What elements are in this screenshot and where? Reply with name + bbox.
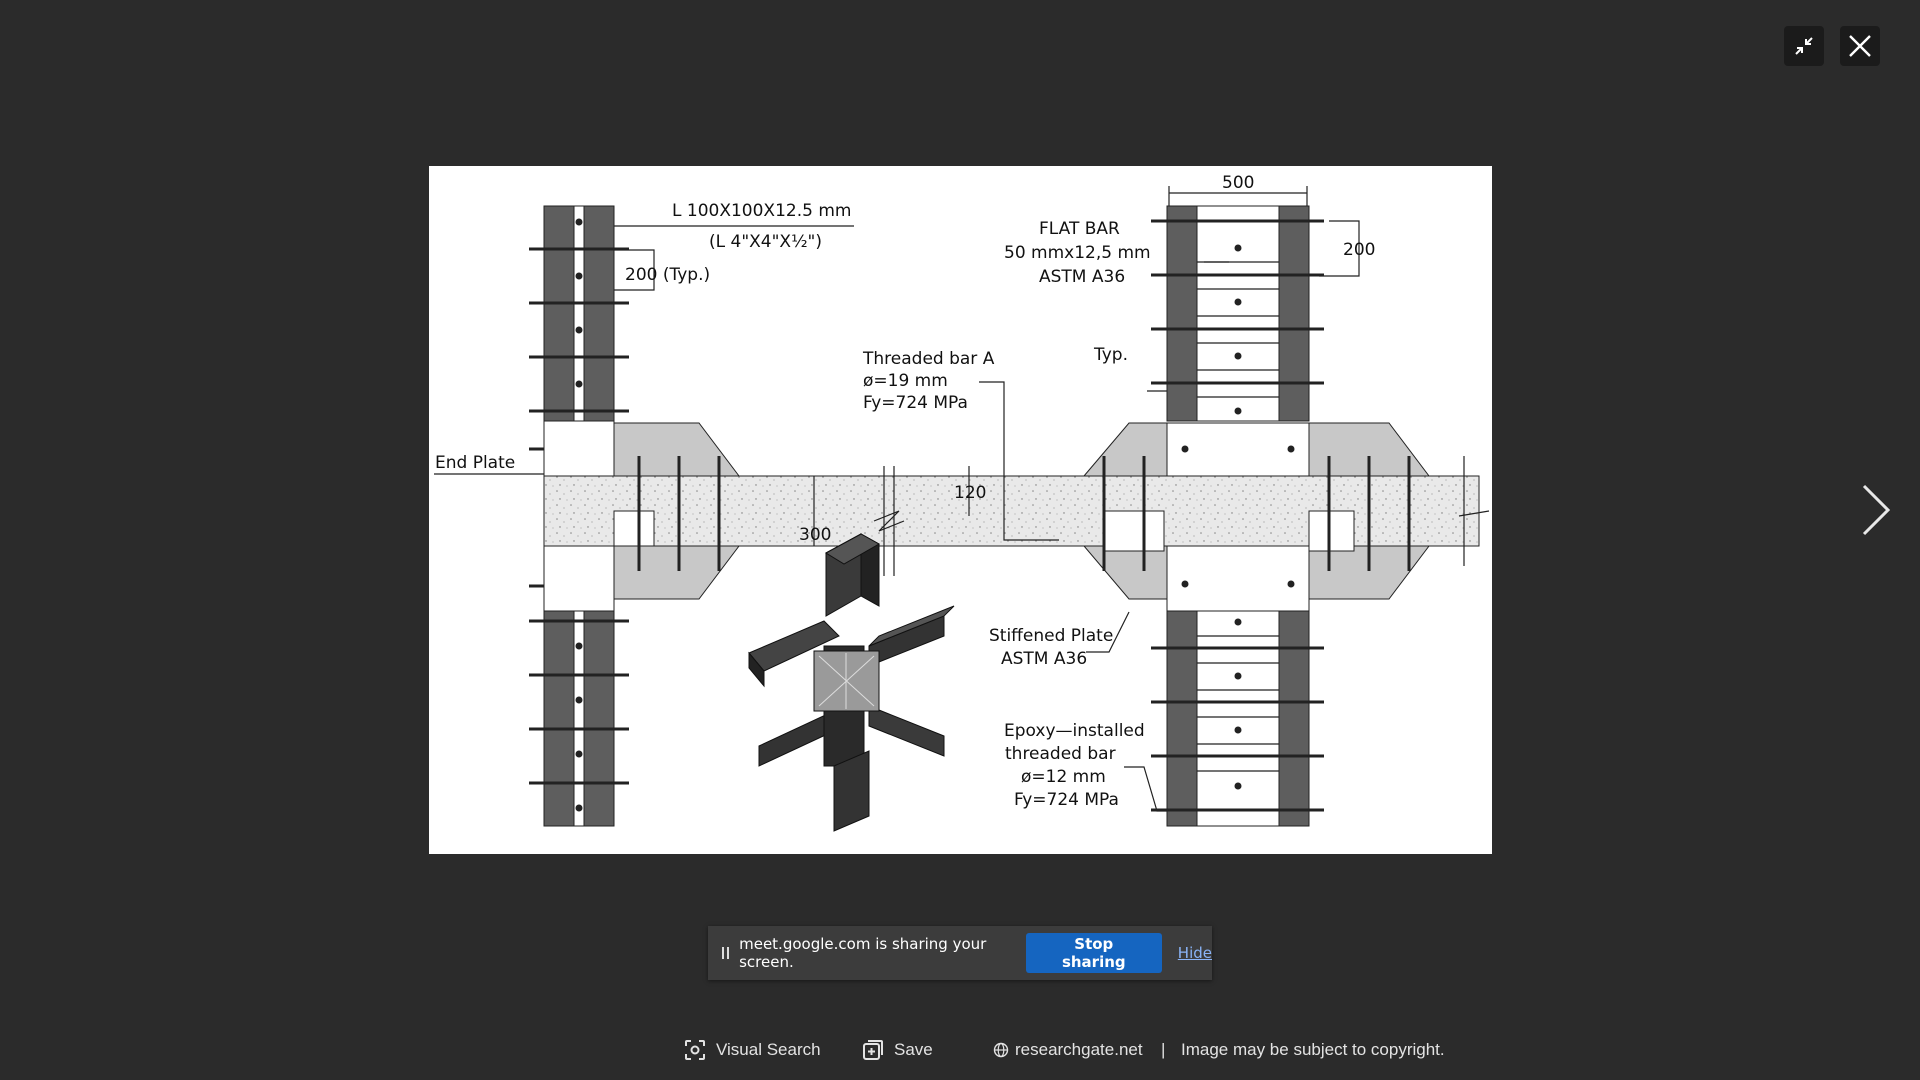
stop-sharing-button[interactable]: Stop sharing [1026, 933, 1162, 973]
dimension-300: 300 [799, 525, 832, 545]
dimension-500: 500 [1222, 173, 1255, 193]
stiffened-plate-label: Stiffened Plate [989, 626, 1114, 646]
threaded-bar-a-label: Threaded bar A [863, 349, 995, 369]
flat-bar-size: 50 mmx12,5 mm [1004, 243, 1151, 263]
angle-label-1: L 100X100X12.5 mm [672, 201, 852, 221]
lens-icon [684, 1039, 706, 1061]
threaded-bar-a-fy: Fy=724 MPa [863, 393, 968, 413]
save-label: Save [894, 1040, 933, 1059]
dimension-120: 120 [954, 483, 987, 503]
visual-search-label: Visual Search [716, 1040, 821, 1059]
close-x-icon [1847, 33, 1873, 59]
screen-share-bar [708, 926, 1212, 980]
epoxy-bar-label: Epoxy—installed [1004, 721, 1145, 741]
stiffened-plate-grade: ASTM A36 [1001, 649, 1088, 669]
exit-fullscreen-button[interactable] [1784, 26, 1824, 66]
threaded-bar-a-diameter: ø=19 mm [863, 371, 948, 391]
bottom-action-bar [0, 1035, 1920, 1065]
end-plate-label: End Plate [435, 453, 516, 473]
source-link[interactable] [993, 1035, 1143, 1065]
epoxy-bar-fy: Fy=724 MPa [1014, 790, 1119, 810]
separator: | [1161, 1040, 1166, 1059]
visual-search-button[interactable] [684, 1035, 821, 1065]
flat-bar-label: FLAT BAR [1039, 219, 1120, 239]
copyright-notice: Image may be subject to copyright. [1181, 1040, 1445, 1059]
save-button[interactable] [862, 1035, 933, 1065]
source-domain: researchgate.net [1015, 1040, 1143, 1059]
dimension-200: 200 [1343, 240, 1376, 260]
save-plus-icon [862, 1039, 884, 1061]
typ-label: Typ. [1094, 345, 1128, 365]
preview-image [429, 166, 1492, 854]
isometric-sketch [749, 534, 954, 831]
next-image-button[interactable] [1850, 480, 1900, 540]
epoxy-bar-label-2: threaded bar [1005, 744, 1116, 764]
drag-handle-icon[interactable] [722, 947, 729, 959]
chevron-right-icon [1858, 482, 1892, 538]
close-button[interactable] [1840, 26, 1880, 66]
flat-bar-grade: ASTM A36 [1039, 267, 1126, 287]
epoxy-bar-diameter: ø=12 mm [1021, 767, 1106, 787]
share-message: meet.google.com is sharing your screen. [739, 935, 987, 971]
collapse-arrows-icon [1792, 34, 1816, 58]
spacing-left-label: 200 (Typ.) [625, 265, 711, 285]
hide-link[interactable]: Hide [1177, 944, 1212, 962]
globe-icon [993, 1042, 1009, 1058]
angle-label-2: (L 4"X4"X½") [709, 232, 822, 252]
